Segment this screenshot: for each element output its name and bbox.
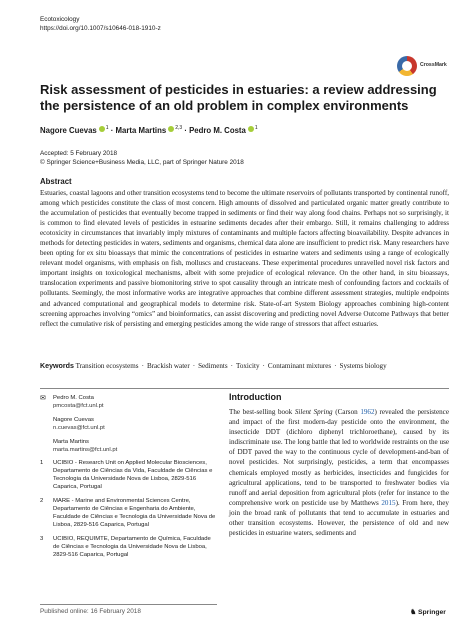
contact-email[interactable]: marta.martins@fct.unl.pt <box>53 446 118 453</box>
copyright-line: © Springer Science+Business Media, LLC, part of Springer Nature 2018 <box>40 159 244 166</box>
springer-icon: ♞ <box>410 609 417 616</box>
intro-text-run: ) revealed the persistence and impact of the first modern-day pesticide onto the environment, the insecticide DDT (dichloro diphenyl trichloroethane), caused by its indiscriminate use. The long battle that led to worldwide restraints on the use of DDT paved the way to the continuous cycle of development-and-ban of novel pesticides. Not surprisingly, pesticides, a term that encompasses chemicals employed mostly as herbicides, insecticides and fungicides for agricultural applications, tend to be transported to freshwater bodies via runoff and aerial deposition from agricultural plots (refer for instance to the comprehensive work on pesticide use by Matthews <box>229 408 449 507</box>
intro-text-run: ). From here, they join the broad rank of pollutants that tend to accumulate in estuaries and other transition ecosystems. However, the persistence of old and new pesticides in estuarine waters, sediments and <box>229 498 449 538</box>
doi-link[interactable]: https://doi.org/10.1007/s10646-018-1910-z <box>40 25 161 32</box>
crossmark-badge[interactable] <box>397 55 447 81</box>
crossmark-label: CrossMark <box>420 62 447 68</box>
publisher-name: Springer <box>417 609 446 616</box>
author-affiliation: 2,3 <box>175 125 183 131</box>
keyword: Systems biology <box>339 362 387 370</box>
author-name: Pedro M. Costa <box>189 126 246 135</box>
affiliation-entry <box>40 498 217 530</box>
author-name: Marta Martins <box>115 126 167 135</box>
introduction-text <box>229 407 449 538</box>
citation-link[interactable]: 2015 <box>381 498 396 507</box>
article-dates <box>40 149 244 167</box>
article-title: Risk assessment of pesticides in estuaries: a review addressing the persistence of an old problem in complex environments <box>40 82 437 113</box>
abstract-text: Estuaries, coastal lagoons and other transition ecosystems tend to become the ultimate reservoirs of pollutants transported by continental runoff, among which pesticides constitute the class of most concern. High amounts of dissolved and particulated organic matter greatly contribute to the accumulation of pesticides that eventually become trapped in sediments or find their way along food chains. Perhaps not so surprisingly, it is common to find elevated levels of pesticides in estuarine sediments decades after their embargo. Still, it remains challenging to address ecotoxicity in circumstances that invariably imply mixtures of contaminants and multiple factors affecting bioavailability. Despite advances in methods for detecting pesticides in waters, sediments and organisms, chemical data alone are insufficient to predict risk. Many researchers have been opting for ex situ bioassays that mimic the concentrations of pesticides in estuarine waters and sediments using a range of ecologically relevant model organisms, with emphasis on fish, molluscs and crustaceans. These experimental procedures unravelled novel risk factors and important insights on toxicological mechanisms, albeit with some prejudice of ecological relevance. On the other hand, in situ bioassays, translocation experiments and passive biomonitoring strive to spot causality through an intricate mesh of confounding factors and cocktails of pollutants. Seemingly, the most informative works are integrative approaches that combine different assessment strategies, multiple endpoints and advanced computational and geographical models to determine risk. State-of-art System Biology approaches combining high-content screening approaches involving “omics” and bioinformatics, can assist discovering and predicting novel Adverse Outcome Pathways that better reflect the cumulative risk of persisting and emerging pesticides among the wide range of stressors that affect estuaries. <box>40 189 449 328</box>
orcid-icon[interactable] <box>168 126 174 132</box>
contact-entry <box>53 439 217 455</box>
keyword: Contaminant mixtures <box>267 362 332 370</box>
contact-name: Pedro M. Costa <box>53 395 94 401</box>
envelope-icon: ✉ <box>40 395 46 402</box>
footer-divider <box>40 604 217 605</box>
published-date: Published online: 16 February 2018 <box>40 608 141 615</box>
contact-entry <box>53 395 217 411</box>
affiliation-entry <box>40 460 217 492</box>
affiliation-entry <box>40 536 217 560</box>
keyword: Sediments <box>198 362 228 370</box>
journal-header <box>40 15 161 33</box>
crossmark-icon <box>397 56 417 76</box>
citation-link[interactable]: 1962 <box>360 408 375 416</box>
publisher-logo <box>410 608 446 616</box>
accepted-date: Accepted: 5 February 2018 <box>40 150 118 157</box>
contact-email[interactable]: n.cuevas@fct.unl.pt <box>53 424 105 431</box>
contact-name: Nagore Cuevas <box>53 416 94 423</box>
affiliation-number: 3 <box>40 535 44 542</box>
keyword: Transition ecosystems <box>75 362 139 370</box>
author-list: Nagore Cuevas $^1$ · Marta Martins $^{2,3}$ · Pedro M. Costa $^1$ <box>40 125 258 135</box>
author-affiliation: 1 <box>254 125 258 131</box>
section-divider <box>40 388 449 389</box>
affiliation-text: UCIBIO - Research Unit on Applied Molecular Biosciences, Departamento de Ciências da Vida, Faculdade de Ciências e Tecnologia da Universidade Nova de Lisboa, 2829-516 Caparica, Portugal <box>53 460 213 491</box>
orcid-icon[interactable] <box>248 126 254 132</box>
intro-text-run: The best-selling book <box>229 408 295 416</box>
orcid-icon[interactable] <box>99 126 105 132</box>
author-affiliation: 1 <box>105 125 109 131</box>
journal-name: Ecotoxicology <box>40 16 80 23</box>
abstract-heading: Abstract <box>40 177 72 186</box>
affiliation-text: UCIBIO, REQUIMTE, Departamento de Química, Faculdade de Ciências e Tecnologia da Universidade Nova de Lisboa, 2829-516 Caparica, Portugal <box>53 535 211 558</box>
correspondence-block <box>40 395 217 559</box>
keywords-line: Keywords Transition ecosystems · Brackish water · Sediments · Toxicity · Contaminant mixtures · Systems biology <box>40 362 387 370</box>
contact-name: Marta Martins <box>53 438 90 445</box>
author-name: Nagore Cuevas <box>40 126 97 135</box>
keyword: Brackish water <box>146 362 190 370</box>
keyword: Toxicity <box>236 362 260 370</box>
contact-entry <box>53 417 217 433</box>
book-title: Silent Spring <box>294 408 333 416</box>
affiliation-number: 2 <box>40 498 44 505</box>
contact-email[interactable]: pmcosta@fct.unl.pt <box>53 402 104 409</box>
keywords-label: Keywords <box>40 362 74 370</box>
introduction-heading: Introduction <box>229 392 282 402</box>
affiliation-text: MARE - Marine and Environmental Sciences Centre, Departamento de Ciências e Engenharia do Ambiente, Faculdade de Ciências e Tecnologia da Universidade Nova de Lisboa, 2829-516 Caparica, Portugal <box>53 498 216 528</box>
intro-text-run: (Carson <box>332 408 361 416</box>
affiliation-number: 1 <box>40 460 44 467</box>
